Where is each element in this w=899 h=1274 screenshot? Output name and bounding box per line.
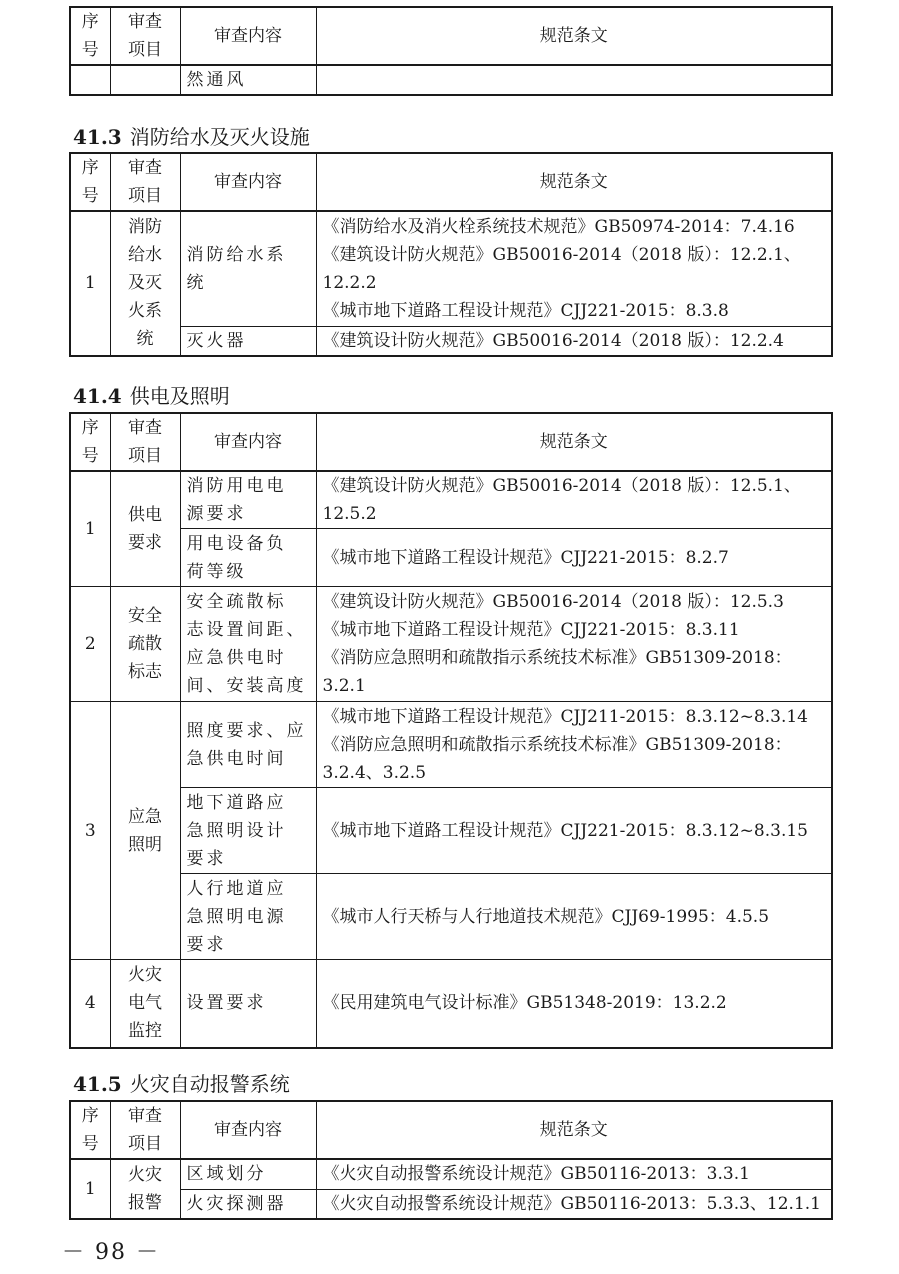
table-41-5 <box>69 1100 833 1220</box>
section-number: 41.5 <box>73 1072 122 1096</box>
header-clause: 规范条文 <box>316 413 832 471</box>
table-row <box>70 960 832 1048</box>
row-content: 安全疏散标 志设置间距、 应急供电时 间、安装高度 <box>180 587 316 702</box>
row-clause: 《消防给水及消火栓系统技术规范》GB50974-2014：7.4.16 《建筑设计防火规范》GB50016-2014（2018 版）：12.2.1、 12.2.2 《城市地下道路工程设计规范》CJJ221-2015：8.3.8 <box>316 211 832 326</box>
row-no: 2 <box>70 587 110 702</box>
header-item: 审查 项目 <box>110 413 180 471</box>
row-no: 1 <box>70 211 110 356</box>
section-title: 消防给水及灭火设施 <box>129 125 310 149</box>
row-clause: 《城市地下道路工程设计规范》CJJ221-2015：8.2.7 <box>316 529 832 587</box>
row-clause: 《城市人行天桥与人行地道技术规范》CJJ69-1995：4.5.5 <box>316 874 832 960</box>
row-item: 火灾 报警 <box>110 1159 180 1219</box>
row-item: 应急 照明 <box>110 702 180 960</box>
row-clause: 《建筑设计防火规范》GB50016-2014（2018 版）：12.5.3 《城市地下道路工程设计规范》CJJ221-2015：8.3.11 《消防应急照明和疏散指示系统技术标准》GB51309-2018： 3.2.1 <box>316 587 832 702</box>
row-no: 1 <box>70 1159 110 1219</box>
row-content: 消防用电电 源要求 <box>180 471 316 529</box>
row-content: 然通风 <box>180 65 316 95</box>
row-item: 供电 要求 <box>110 471 180 587</box>
header-clause: 规范条文 <box>316 1101 832 1159</box>
header-content: 审查内容 <box>180 1101 316 1159</box>
header-clause: 规范条文 <box>316 7 832 65</box>
header-no: 序 号 <box>70 1101 110 1159</box>
header-no: 序 号 <box>70 7 110 65</box>
header-clause: 规范条文 <box>316 153 832 211</box>
table-row <box>70 1159 832 1189</box>
table-row <box>70 874 832 960</box>
row-content: 设置要求 <box>180 960 316 1048</box>
header-no: 序 号 <box>70 153 110 211</box>
header-item: 审查 项目 <box>110 1101 180 1159</box>
header-content: 审查内容 <box>180 7 316 65</box>
table-row <box>70 65 832 95</box>
table-row <box>70 326 832 356</box>
row-item: 消防 给水 及灭 火系 统 <box>110 211 180 356</box>
header-content: 审查内容 <box>180 413 316 471</box>
header-item: 审查 项目 <box>110 153 180 211</box>
section-heading-41-5 <box>73 1071 290 1097</box>
row-no <box>70 65 110 95</box>
table-continuation <box>69 6 833 96</box>
table-row <box>70 788 832 874</box>
section-heading-41-4 <box>73 383 230 409</box>
header-content: 审查内容 <box>180 153 316 211</box>
row-content: 区域划分 <box>180 1159 316 1189</box>
table-row <box>70 1189 832 1219</box>
section-title: 供电及照明 <box>129 384 230 408</box>
row-content: 地下道路应 急照明设计 要求 <box>180 788 316 874</box>
row-no: 1 <box>70 471 110 587</box>
header-item: 审查 项目 <box>110 7 180 65</box>
row-item: 火灾 电气 监控 <box>110 960 180 1048</box>
table-header-row <box>70 7 832 65</box>
table-row <box>70 529 832 587</box>
table-row <box>70 587 832 702</box>
row-clause: 《城市地下道路工程设计规范》CJJ211-2015：8.3.12~8.3.14 《消防应急照明和疏散指示系统技术标准》GB51309-2018： 3.2.4、3.2.5 <box>316 702 832 788</box>
row-clause: 《城市地下道路工程设计规范》CJJ221-2015：8.3.12~8.3.15 <box>316 788 832 874</box>
row-clause: 《建筑设计防火规范》GB50016-2014（2018 版）：12.5.1、 12.5.2 <box>316 471 832 529</box>
table-41-4 <box>69 412 833 1049</box>
row-content: 消防给水系 统 <box>180 211 316 326</box>
row-content: 用电设备负 荷等级 <box>180 529 316 587</box>
row-item: 安全 疏散 标志 <box>110 587 180 702</box>
table-header-row <box>70 1101 832 1159</box>
table-header-row <box>70 153 832 211</box>
row-clause: 《民用建筑电气设计标准》GB51348-2019：13.2.2 <box>316 960 832 1048</box>
row-clause <box>316 65 832 95</box>
header-no: 序 号 <box>70 413 110 471</box>
section-heading-41-3 <box>73 124 310 150</box>
section-number: 41.3 <box>73 125 122 149</box>
table-41-3 <box>69 152 833 357</box>
row-no: 3 <box>70 702 110 960</box>
table-header-row <box>70 413 832 471</box>
row-clause: 《建筑设计防火规范》GB50016-2014（2018 版）：12.2.4 <box>316 326 832 356</box>
table-row <box>70 702 832 788</box>
table-row <box>70 211 832 326</box>
row-clause: 《火灾自动报警系统设计规范》GB50116-2013：5.3.3、12.1.1 <box>316 1189 832 1219</box>
row-item <box>110 65 180 95</box>
row-content: 照度要求、应 急供电时间 <box>180 702 316 788</box>
row-clause: 《火灾自动报警系统设计规范》GB50116-2013：3.3.1 <box>316 1159 832 1189</box>
table-row <box>70 471 832 529</box>
row-content: 人行地道应 急照明电源 要求 <box>180 874 316 960</box>
row-content: 灭火器 <box>180 326 316 356</box>
row-content: 火灾探测器 <box>180 1189 316 1219</box>
row-no: 4 <box>70 960 110 1048</box>
section-number: 41.4 <box>73 384 122 408</box>
section-title: 火灾自动报警系统 <box>129 1072 290 1096</box>
page-number: － 98 － <box>62 1240 160 1265</box>
